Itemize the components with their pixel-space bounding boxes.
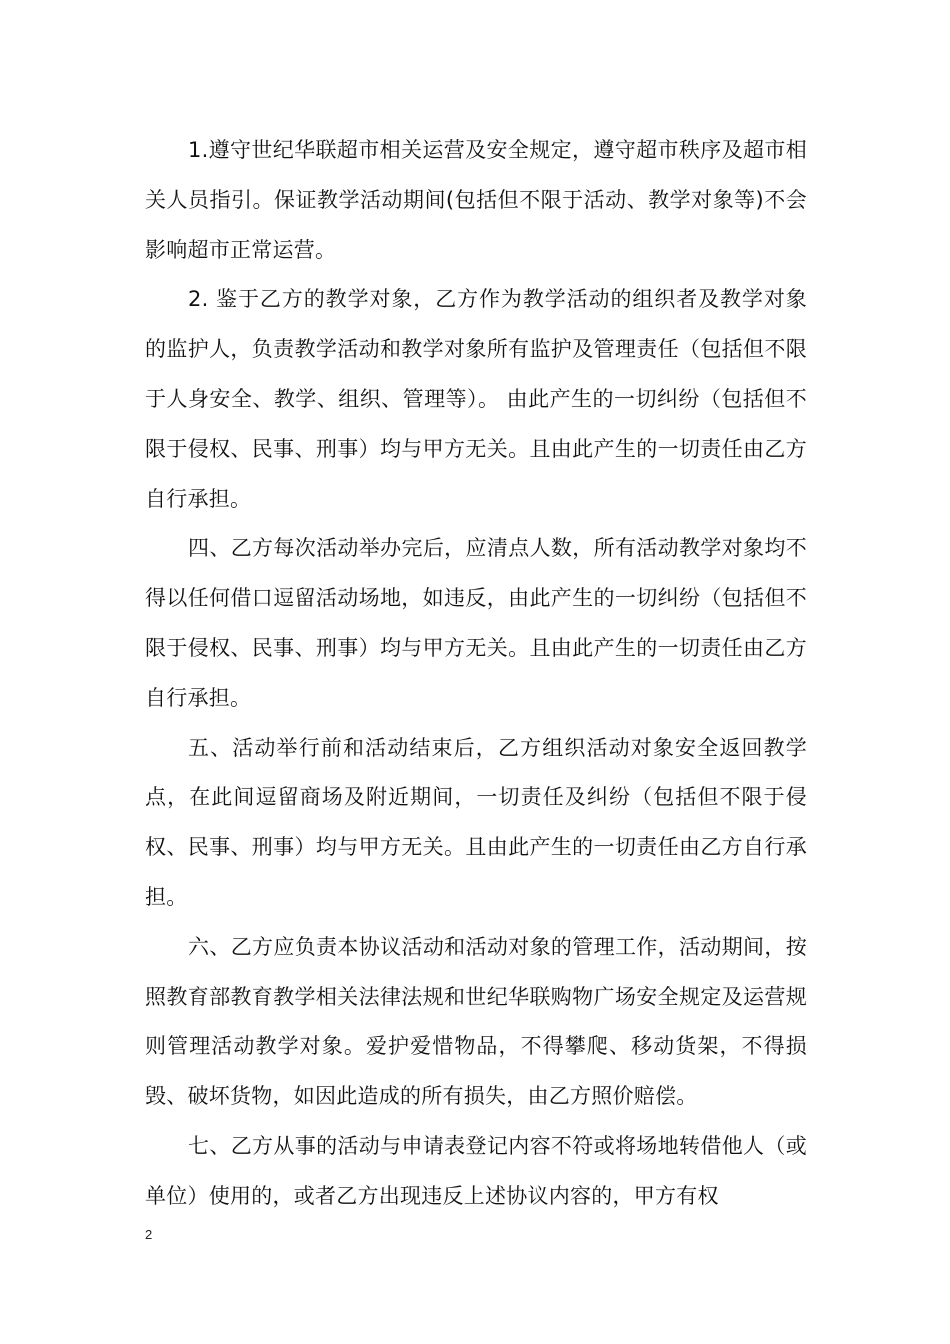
clause-paragraph-2: 2. 鉴于乙方的教学对象，乙方作为教学活动的组织者及教学对象的监护人，负责教学活动和教学对象所有监护及管理责任（包括但不限于人身安全、教学、组织、管理等）。 由此产生的一切纠纷（包括但不限于侵权、民事、刑事）均与甲方无关。且由此产生的一切责任由乙方自行承担。 xyxy=(145,287,807,511)
clause-paragraph-4: 四、乙方每次活动举办完后，应清点人数，所有活动教学对象均不得以任何借口逗留活动场地，如违反，由此产生的一切纠纷（包括但不限于侵权、民事、刑事）均与甲方无关。且由此产生的一切责任由乙方自行承担。 xyxy=(145,536,807,710)
clause-paragraph-1: 1.遵守世纪华联超市相关运营及安全规定，遵守超市秩序及超市相关人员指引。保证教学活动期间(包括但不限于活动、教学对象等)不会影响超市正常运营。 xyxy=(145,138,807,262)
page-number: 2 xyxy=(145,1227,153,1242)
clause-paragraph-5: 五、活动举行前和活动结束后，乙方组织活动对象安全返回教学点，在此间逗留商场及附近期间，一切责任及纠纷（包括但不限于侵权、民事、刑事）均与甲方无关。且由此产生的一切责任由乙方自行承担。 xyxy=(145,735,807,909)
clause-paragraph-7: 七、乙方从事的活动与申请表登记内容不符或将场地转借他人（或单位）使用的，或者乙方出现违反上述协议内容的，甲方有权 xyxy=(145,1133,807,1208)
clause-paragraph-6: 六、乙方应负责本协议活动和活动对象的管理工作，活动期间，按照教育部教育教学相关法律法规和世纪华联购物广场安全规定及运营规则管理活动教学对象。爱护爱惜物品，不得攀爬、移动货架，不得损毁、破坏货物，如因此造成的所有损失，由乙方照价赔偿。 xyxy=(145,934,807,1109)
document-body xyxy=(145,126,807,1222)
